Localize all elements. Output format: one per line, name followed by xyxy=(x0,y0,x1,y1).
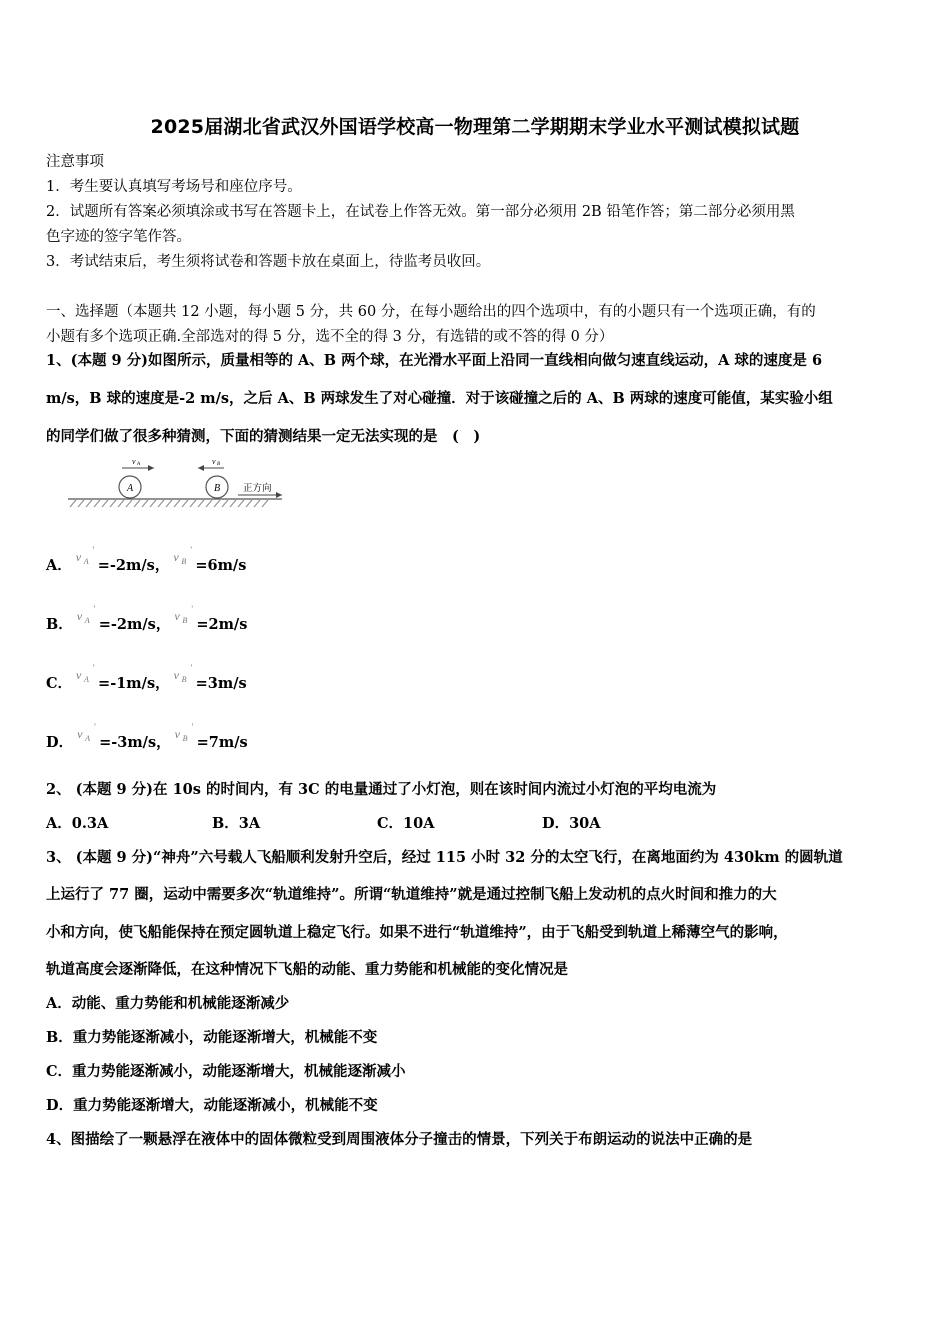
q2-option-d: D．30A xyxy=(542,815,601,832)
q1-option-a xyxy=(46,545,247,576)
va-sub: A xyxy=(137,462,141,467)
vb-value: =6m/s xyxy=(195,557,247,574)
va-value: =-3m/s， xyxy=(99,734,171,751)
q3-stem: 轨道高度会逐渐降低，在这种情况下飞船的动能、重力势能和机械能的变化情况是 xyxy=(46,961,568,978)
q1-option-c xyxy=(46,663,247,694)
notes-item: 2．试题所有答案必须填涂或书写在答题卡上，在试卷上作答无效。第一部分必须用 2B 铅笔作答；第二部分必须用黑 xyxy=(46,204,795,220)
collision-figure xyxy=(62,455,284,513)
q3-option-b: B．重力势能逐渐减小，动能逐渐增大，机械能不变 xyxy=(46,1029,378,1046)
option-letter: D． xyxy=(46,734,74,751)
option-letter: C． xyxy=(46,675,73,692)
section-heading: 一、选择题（本题共 12 小题，每小题 5 分，共 60 分，在每小题给出的四个选项中，有的小题只有一个选项正确，有的 xyxy=(46,304,816,320)
ball-b-label: B xyxy=(213,483,221,494)
notes-item: 1．考生要认真填写考场号和座位序号。 xyxy=(46,179,302,195)
option-letter: B． xyxy=(46,616,73,633)
q1-stem: m/s，B 球的速度是-2 m/s，之后 A、B 两球发生了对心碰撞．对于该碰撞之后的 A、B 两球的速度可能值，某实验小组 xyxy=(46,390,833,407)
q3-stem: 小和方向，使飞船能保持在预定圆轨道上稳定飞行。如果不进行“轨道维持”，由于飞船受到轨道上稀薄空气的影响， xyxy=(46,924,788,941)
va-symbol: v A ' xyxy=(76,663,95,684)
ball-a-label: A xyxy=(126,483,134,494)
va-value: =-2m/s， xyxy=(98,616,171,633)
vb-value: =3m/s xyxy=(195,675,247,692)
page-title: 2025届湖北省武汉外国语学校高一物理第二学期期末学业水平测试模拟试题 xyxy=(150,116,800,138)
vb-symbol: v B ' xyxy=(173,545,192,566)
arrow-right-icon xyxy=(276,492,282,498)
notes-item: 色字迹的签字笔作答。 xyxy=(46,229,191,245)
q2-option-a: A．0.3A xyxy=(46,815,109,832)
va-value: =-2m/s， xyxy=(97,557,170,574)
q4-stem: 4、图描绘了一颗悬浮在液体中的固体微粒受到周围液体分子撞击的情景，下列关于布朗运动的说法中正确的是 xyxy=(46,1131,753,1148)
direction-label: 正方向 xyxy=(243,483,272,494)
va-label: v xyxy=(132,457,136,466)
q1-option-d xyxy=(46,722,248,753)
vb-value: =7m/s xyxy=(196,734,248,751)
q3-option-c: C．重力势能逐渐减小，动能逐渐增大，机械能逐渐减小 xyxy=(46,1063,406,1080)
section-heading-cont: 小题有多个选项正确.全部选对的得 5 分，选不全的得 3 分，有选错的或不答的得 0 分） xyxy=(46,329,614,345)
vb-label: v xyxy=(212,457,216,466)
q2-option-b: B．3A xyxy=(212,815,261,832)
va-symbol: v A ' xyxy=(76,604,96,625)
q3-stem: 上运行了 77 圈，运动中需要多次“轨道维持”。所谓“轨道维持”就是通过控制飞船上发动机的点火时间和推力的大 xyxy=(46,886,777,903)
arrow-left-icon xyxy=(198,465,204,471)
notes-item: 3．考试结束后，考生须将试卷和答题卡放在桌面上，待监考员收回。 xyxy=(46,254,491,270)
q3-stem: 3、 (本题 9 分)“神舟”六号载人飞船顺利发射升空后，经过 115 小时 32 分的太空飞行，在离地面约为 430km 的圆轨道 xyxy=(46,849,843,866)
q3-option-d: D．重力势能逐渐增大，动能逐渐减小，机械能不变 xyxy=(46,1097,378,1114)
va-value: =-1m/s， xyxy=(98,675,170,692)
q1-stem: 1、(本题 9 分)如图所示，质量相等的 A、B 两个球，在光滑水平面上沿同一直线相向做匀速直线运动，A 球的速度是 6 xyxy=(46,352,823,369)
vb-sub: B xyxy=(217,462,221,467)
notes-heading: 注意事项 xyxy=(46,154,104,170)
vb-symbol: v B ' xyxy=(174,604,193,625)
option-letter: A． xyxy=(46,557,72,574)
q1-stem: 的同学们做了很多种猜测，下面的猜测结果一定无法实现的是 ( ) xyxy=(46,428,481,445)
vb-value: =2m/s xyxy=(196,616,248,633)
q3-option-a: A．动能、重力势能和机械能逐渐减少 xyxy=(46,995,290,1012)
q1-option-b xyxy=(46,604,248,635)
vb-symbol: v B ' xyxy=(174,722,194,743)
vb-symbol: v B ' xyxy=(173,663,193,684)
va-symbol: v A ' xyxy=(77,722,96,743)
q2-option-c: C．10A xyxy=(377,815,435,832)
arrow-right-icon xyxy=(148,465,154,471)
va-symbol: v A ' xyxy=(75,545,95,566)
q2-stem: 2、 (本题 9 分)在 10s 的时间内，有 3C 的电量通过了小灯泡，则在该时间内流过小灯泡的平均电流为 xyxy=(46,781,717,798)
